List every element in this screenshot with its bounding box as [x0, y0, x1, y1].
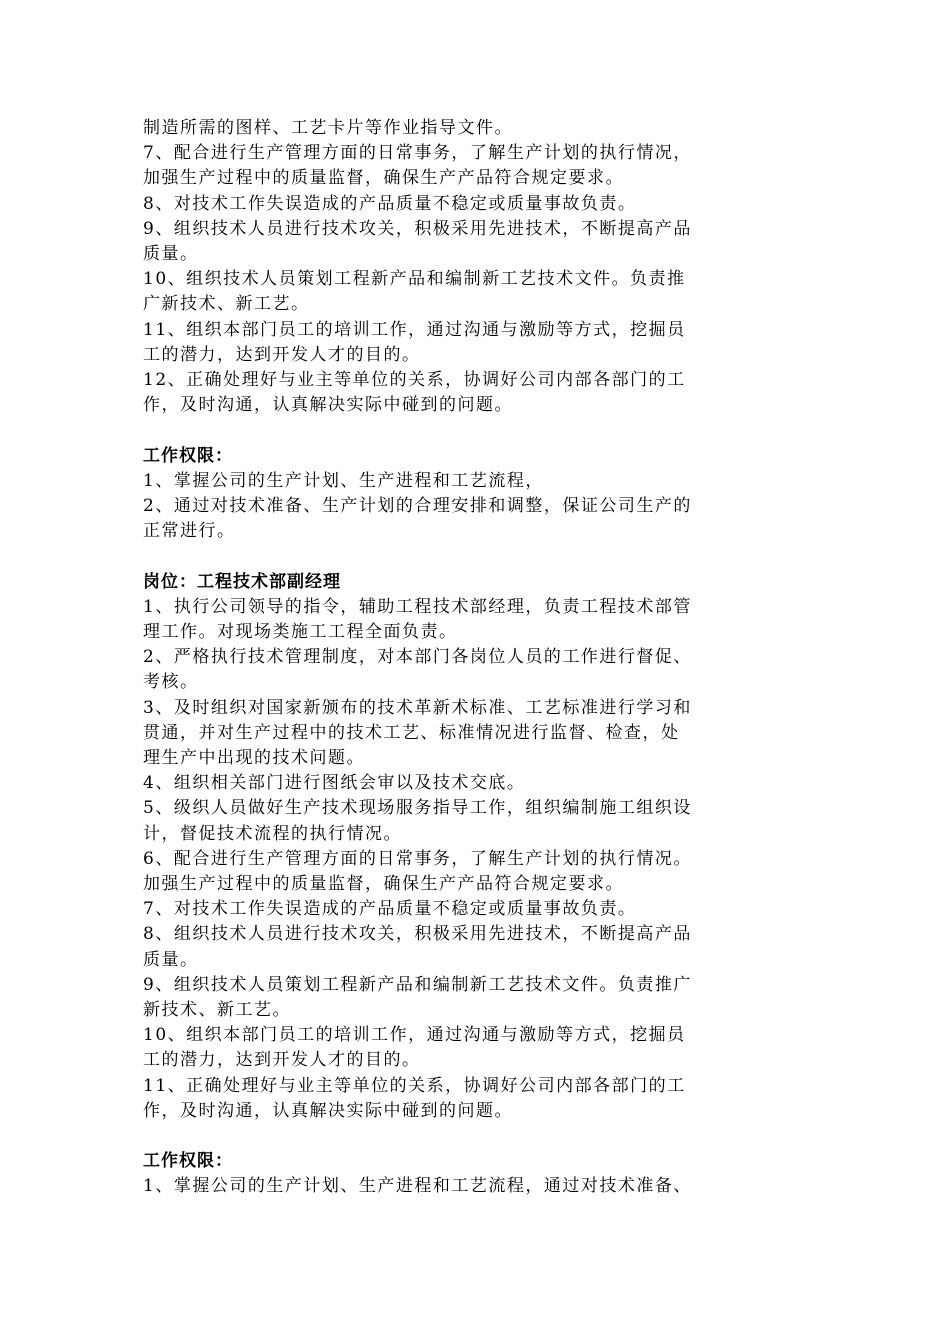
text-line: 2、通过对技术准备、生产计划的合理安排和调整，保证公司生产的: [143, 496, 692, 517]
text-line: 考核。: [143, 672, 199, 693]
text-line: 质量。: [143, 244, 199, 265]
section-authority-2: [143, 1149, 808, 1199]
text-line: 1、执行公司领导的指令，辅助工程技术部经理，负责工程技术部管: [143, 596, 692, 617]
text-line: 理生产中出现的技术问题。: [143, 748, 365, 769]
text-line: 制造所需的图样、工艺卡片等作业指导文件。: [143, 118, 513, 138]
text-line: 6、配合进行生产管理方面的日常事务，了解生产计划的执行情况。: [143, 848, 692, 869]
section-position-deputy-manager: [143, 570, 808, 1124]
text-line: 作，及时沟通，认真解决实际中碰到的问题。: [143, 1100, 513, 1121]
text-line: 12、正确处理好与业主等单位的关系，协调好公司内部各部门的工: [143, 370, 686, 391]
paragraph-gap: [143, 544, 808, 569]
text-line: 11、组织本部门员工的培训工作，通过沟通与激励等方式，挖掘员: [143, 319, 686, 340]
text-line: 工的潜力，达到开发人才的目的。: [143, 1050, 421, 1071]
text-line: 质量。: [143, 949, 199, 970]
text-line: 工的潜力，达到开发人才的目的。: [143, 344, 421, 365]
text-line: 加强生产过程中的质量监督，确保生产产品符合规定要求。: [143, 168, 624, 189]
text-line: 4、组织相关部门进行图纸会审以及技术交底。: [143, 773, 526, 794]
text-line: 作，及时沟通，认真解决实际中碰到的问题。: [143, 395, 513, 416]
text-line: 3、及时组织对国家新颁布的技术革新术标准、工艺标准进行学习和: [143, 697, 692, 718]
text-line: 10、组织本部门员工的培训工作，通过沟通与激励等方式，挖掘员: [143, 1025, 686, 1046]
text-line: 2、严格执行技术管理制度，对本部门各岗位人员的工作进行督促、: [143, 647, 692, 668]
text-line: 8、对技术工作失误造成的产品质量不稳定或质量事故负责。: [143, 193, 637, 214]
paragraph-gap: [143, 418, 808, 443]
text-line: 理工作。对现场类施工工程全面负责。: [143, 622, 458, 643]
text-line: 新技术、新工艺。: [143, 1000, 291, 1021]
text-line: 8、组织技术人员进行技术攻关，积极采用先进技术，不断提高产品: [143, 924, 692, 945]
text-line: 1、掌握公司的生产计划、生产进程和工艺流程，: [143, 470, 544, 491]
text-line: 7、配合进行生产管理方面的日常事务，了解生产计划的执行情况，: [143, 143, 692, 164]
text-line: 9、组织技术人员进行技术攻关，积极采用先进技术，不断提高产品: [143, 218, 692, 239]
document-page: [143, 116, 808, 1200]
section-authority-1: [143, 444, 808, 545]
section-heading: 工作权限：: [143, 445, 233, 466]
text-line: 10、组织技术人员策划工程新产品和编制新工艺技术文件。负责推: [143, 269, 686, 290]
section-heading: 工作权限：: [143, 1151, 233, 1172]
text-line: 加强生产过程中的质量监督，确保生产产品符合规定要求。: [143, 874, 624, 895]
text-line: 广新技术、新工艺。: [143, 294, 310, 315]
text-line: 9、组织技术人员策划工程新产品和编制新工艺技术文件。负责推广: [143, 974, 692, 995]
text-line: 计，督促技术流程的执行情况。: [143, 823, 402, 844]
text-line: 5、级织人员做好生产技术现场服务指导工作，组织编制施工组织设: [143, 798, 692, 819]
text-line: 正常进行。: [143, 521, 236, 542]
text-line: 1、掌握公司的生产计划、生产进程和工艺流程，通过对技术准备、: [143, 1176, 692, 1197]
section-heading: 岗位：工程技术部副经理: [143, 571, 341, 592]
text-line: 贯通，并对生产过程中的技术工艺、标准情况进行监督、检查，处: [143, 722, 680, 743]
section-duties-continued: [143, 116, 808, 418]
text-line: 11、正确处理好与业主等单位的关系，协调好公司内部各部门的工: [143, 1075, 686, 1096]
paragraph-gap: [143, 1124, 808, 1149]
text-line: 7、对技术工作失误造成的产品质量不稳定或质量事故负责。: [143, 899, 637, 920]
